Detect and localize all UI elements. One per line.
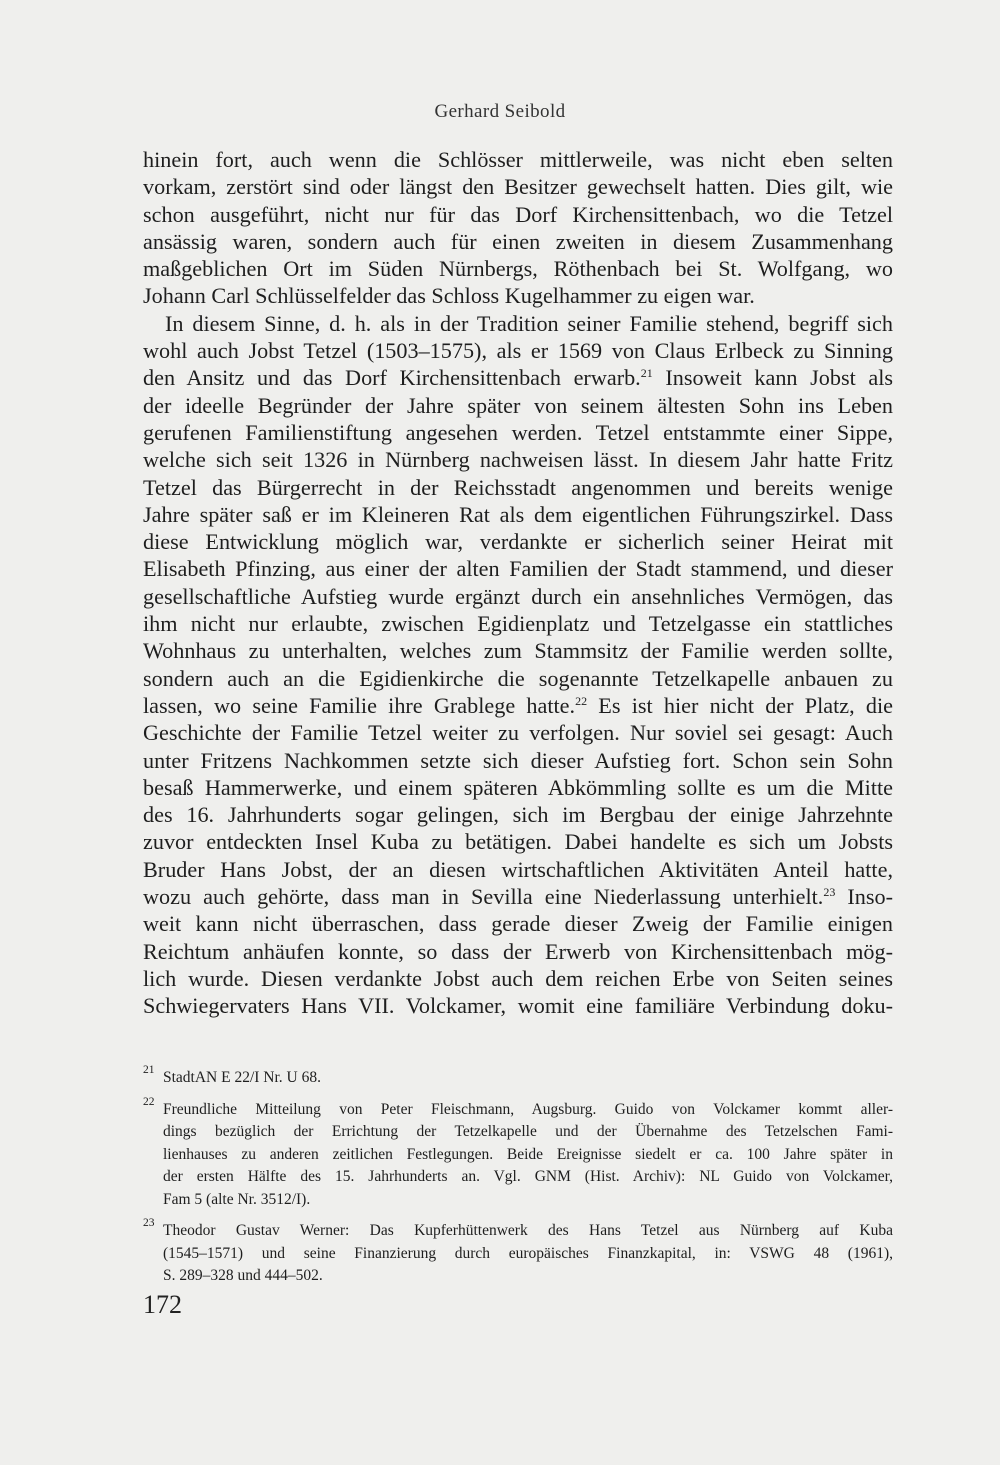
text-line: unter Fritzens Nachkommen setzte sich dieser Aufstieg fort. Schon sein Sohn: [143, 747, 893, 773]
footnote-21: [143, 1064, 893, 1090]
text-line: weit kann nicht überraschen, dass gerade dieser Zweig der Familie einigen: [143, 911, 893, 937]
footnote-line: Fam 5 (alte Nr. 3512/I).: [163, 1190, 311, 1208]
footnote-ref-23[interactable]: 23: [823, 885, 836, 900]
footnote-line: (1545–1571) und seine Finanzierung durch europäisches Finanzkapital, in: VSWG 48 (1961),: [163, 1244, 893, 1262]
text-line: gesellschaftliche Aufstieg wurde ergänzt durch ein ansehnliches Vermögen, das: [143, 583, 893, 609]
footnote-line: der ersten Hälfte des 15. Jahrhunderts an. Vgl. GNM (Hist. Archiv): NL Guido von Volckamer,: [163, 1168, 893, 1185]
text-line: den Ansitz und das Dorf Kirchensittenbach erwarb.$^{21}$ Insoweit kann Jobst als: [143, 365, 893, 391]
text-line: In diesem Sinne, d. h. als in der Tradition seiner Familie stehend, begriff sich: [165, 310, 893, 336]
text-line: Wohnhaus zu unterhalten, welches zum Stammsitz der Familie werden sollte,: [143, 638, 893, 664]
text-line: Elisabeth Pfinzing, aus einer der alten Familien der Stadt stammend, und dieser: [143, 556, 893, 582]
footnote-22: [143, 1095, 893, 1212]
text-line: Reichtum anhäufen konnte, so dass der Erwerb von Kirchensittenbach mög-: [143, 938, 893, 964]
footnote-number: 23: [143, 1217, 155, 1229]
text-line: Johann Carl Schlüsselfelder das Schloss Kugelhammer zu eigen war.: [143, 283, 755, 309]
text-line: sondern auch an die Egidienkirche die sogenannte Tetzelkapelle anbauen zu: [143, 665, 893, 691]
page-number: 172: [143, 1290, 182, 1319]
text-line: zuvor entdeckten Insel Kuba zu betätigen. Dabei handelte es sich um Jobsts: [143, 829, 893, 855]
text-line: schon ausgeführt, nicht nur für das Dorf Kirchensittenbach, wo die Tetzel: [143, 201, 893, 227]
footnote-ref-21[interactable]: 21: [640, 366, 653, 381]
text-line: Tetzel das Bürgerrecht in der Reichsstadt angenommen und bereits wenige: [143, 474, 893, 500]
body-text: [143, 146, 893, 1020]
footnote-ref-22[interactable]: 22: [575, 693, 588, 708]
text-line: des 16. Jahrhunderts sogar gelingen, sich im Bergbau der einige Jahrzehnte: [143, 802, 893, 828]
footnote-23: [143, 1217, 893, 1288]
running-head: Gerhard Seibold: [434, 101, 566, 122]
text-line: lassen, wo seine Familie ihre Grablege hatte.$^{22}$ Es ist hier nicht der Platz, die: [143, 692, 893, 718]
text-line: ihm nicht nur erlaubte, zwischen Egidienplatz und Tetzelgasse ein stattliches: [143, 611, 893, 637]
text-line: besaß Hammerwerke, und einem späteren Abkömmling sollte es um die Mitte: [143, 774, 893, 800]
text-line: maßgeblichen Ort im Süden Nürnbergs, Röthenbach bei St. Wolfgang, wo: [143, 256, 893, 282]
footnote-line: lienhauses zu anderen zeitlichen Festlegungen. Beide Ereignisse siedelt er ca. 100 Jahre später in: [163, 1145, 893, 1163]
footnote-line: Freundliche Mitteilung von Peter Fleischmann, Augsburg. Guido von Volckamer kommt aller-: [163, 1100, 893, 1118]
text-line: Jahre später saß er im Kleineren Rat als dem eigentlichen Führungszirkel. Dass: [143, 501, 893, 527]
text-line: welche sich seit 1326 in Nürnberg nachweisen lässt. In diesem Jahr hatte Fritz: [143, 447, 893, 473]
text-line: Bruder Hans Jobst, der an diesen wirtschaftlichen Aktivitäten Anteil hatte,: [143, 856, 893, 882]
text-line: gerufenen Familienstiftung angesehen werden. Tetzel entstammte einer Sippe,: [143, 419, 893, 445]
text-line: ansässig waren, sondern auch für einen zweiten in diesem Zusammenhang: [143, 228, 893, 254]
footnotes: [143, 1064, 893, 1297]
footnote-line: S. 289–328 und 444–502.: [163, 1267, 323, 1284]
footnote-line: StadtAN E 22/I Nr. U 68.: [163, 1069, 322, 1086]
text-line: lich wurde. Diesen verdankte Jobst auch dem reichen Erbe von Seiten seines: [143, 965, 893, 991]
footnote-number: 22: [143, 1095, 155, 1108]
footnote-line: Theodor Gustav Werner: Das Kupferhüttenwerk des Hans Tetzel aus Nürnberg auf Kuba: [163, 1222, 893, 1239]
text-line: der ideelle Begründer der Jahre später von seinem ältesten Sohn ins Leben: [143, 392, 893, 418]
text-line: hinein fort, auch wenn die Schlösser mittlerweile, was nicht eben selten: [143, 147, 893, 172]
footnote-line: dings bezüglich der Errichtung der Tetzelkapelle und der Übernahme des Tetzelschen Fami-: [163, 1123, 893, 1140]
text-line: wozu auch gehörte, dass man in Sevilla eine Niederlassung unterhielt.$^{23}$ Inso-: [143, 884, 893, 910]
text-line: wohl auch Jobst Tetzel (1503–1575), als er 1569 von Claus Erlbeck zu Sinning: [143, 338, 893, 364]
text-line: diese Entwicklung möglich war, verdankte er sicherlich seiner Heirat mit: [143, 529, 893, 555]
text-line: vorkam, zerstört sind oder längst den Besitzer gewechselt hatten. Dies gilt, wie: [143, 174, 893, 200]
text-line: Schwiegervaters Hans VII. Volckamer, womit eine familiäre Verbindung doku-: [143, 993, 893, 1019]
footnote-number: 21: [143, 1064, 155, 1076]
text-line: Geschichte der Familie Tetzel weiter zu verfolgen. Nur soviel sei gesagt: Auch: [143, 720, 893, 746]
